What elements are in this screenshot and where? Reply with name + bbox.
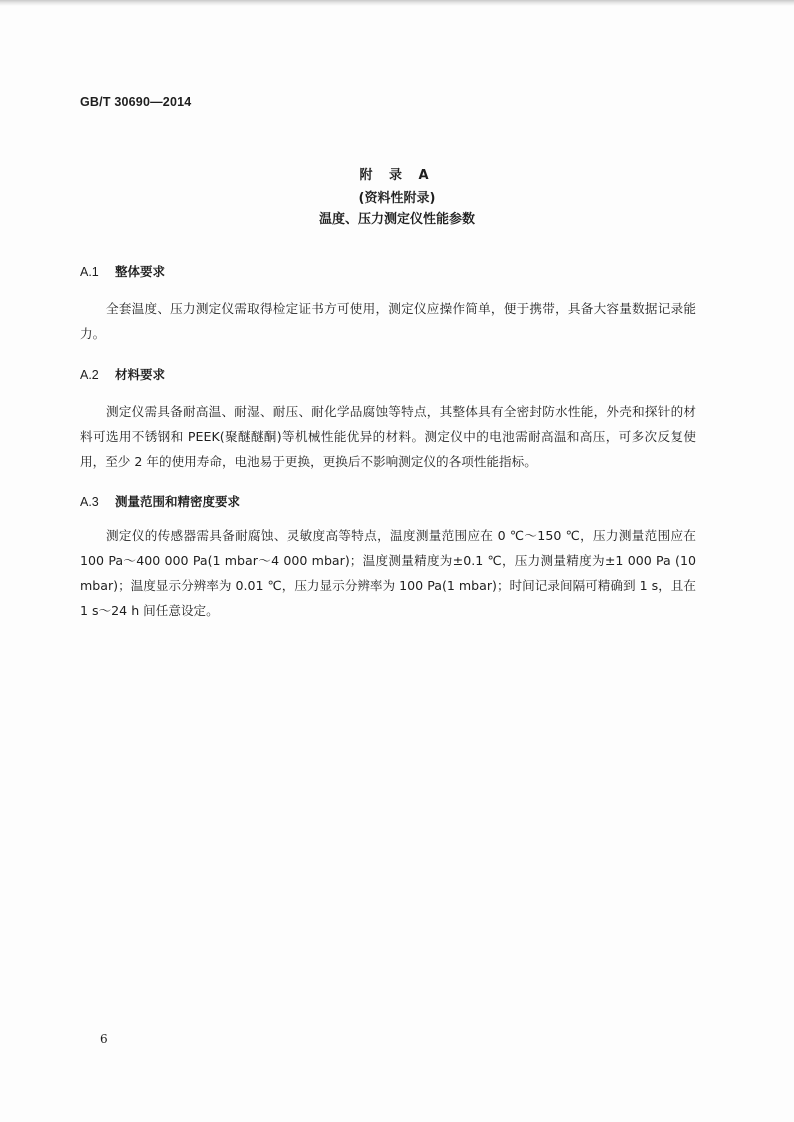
section-paragraph-a1: 全套温度、压力测定仪需取得检定证书方可使用，测定仪应操作简单，便于携带，具备大容量数据记录能力。	[80, 301, 696, 341]
section-heading-a3	[80, 492, 240, 510]
page-number: 6	[100, 1032, 108, 1046]
section-title: 整体要求	[115, 264, 166, 279]
annex-type: (资料性附录)	[358, 191, 436, 206]
section-paragraph-a3: 测定仪的传感器需具备耐腐蚀、灵敏度高等特点，温度测量范围应在 0 ℃～150 ℃，压力测量范围应在 100 Pa～400 000 Pa(1 mbar～4 000 mbar)；温度测量精度为±0.1 ℃，压力测量精度为±1 000 Pa (10 mbar)；温度显示分辨率为 0.01 ℃，压力显示分辨率为 100 Pa(1 mbar)；时间记录间隔可精确到 1 s，且在 1 s～24 h 间任意设定。	[80, 528, 696, 618]
section-title: 材料要求	[115, 367, 166, 382]
annex-subject: 温度、压力测定仪性能参数	[318, 212, 475, 227]
scan-edge	[0, 0, 794, 6]
section-paragraph-a2: 测定仪需具备耐高温、耐湿、耐压、耐化学品腐蚀等特点，其整体具有全密封防水性能，外壳和探针的材料可选用不锈钢和 PEEK(聚醚醚酮)等机械性能优异的材料。测定仪中的电池需耐高温和高压，可多次反复使用，至少 2 年的使用寿命，电池易于更换，更换后不影响测定仪的各项性能指标。	[80, 404, 696, 469]
annex-title: 附 录 A	[359, 168, 435, 183]
section-number: A.2	[80, 368, 99, 382]
section-number: A.1	[80, 265, 99, 279]
section-title: 测量范围和精密度要求	[115, 494, 241, 509]
section-number: A.3	[80, 495, 99, 509]
section-heading-a1	[80, 262, 165, 280]
standard-number: GB/T 30690—2014	[80, 95, 192, 109]
section-heading-a2	[80, 365, 165, 383]
